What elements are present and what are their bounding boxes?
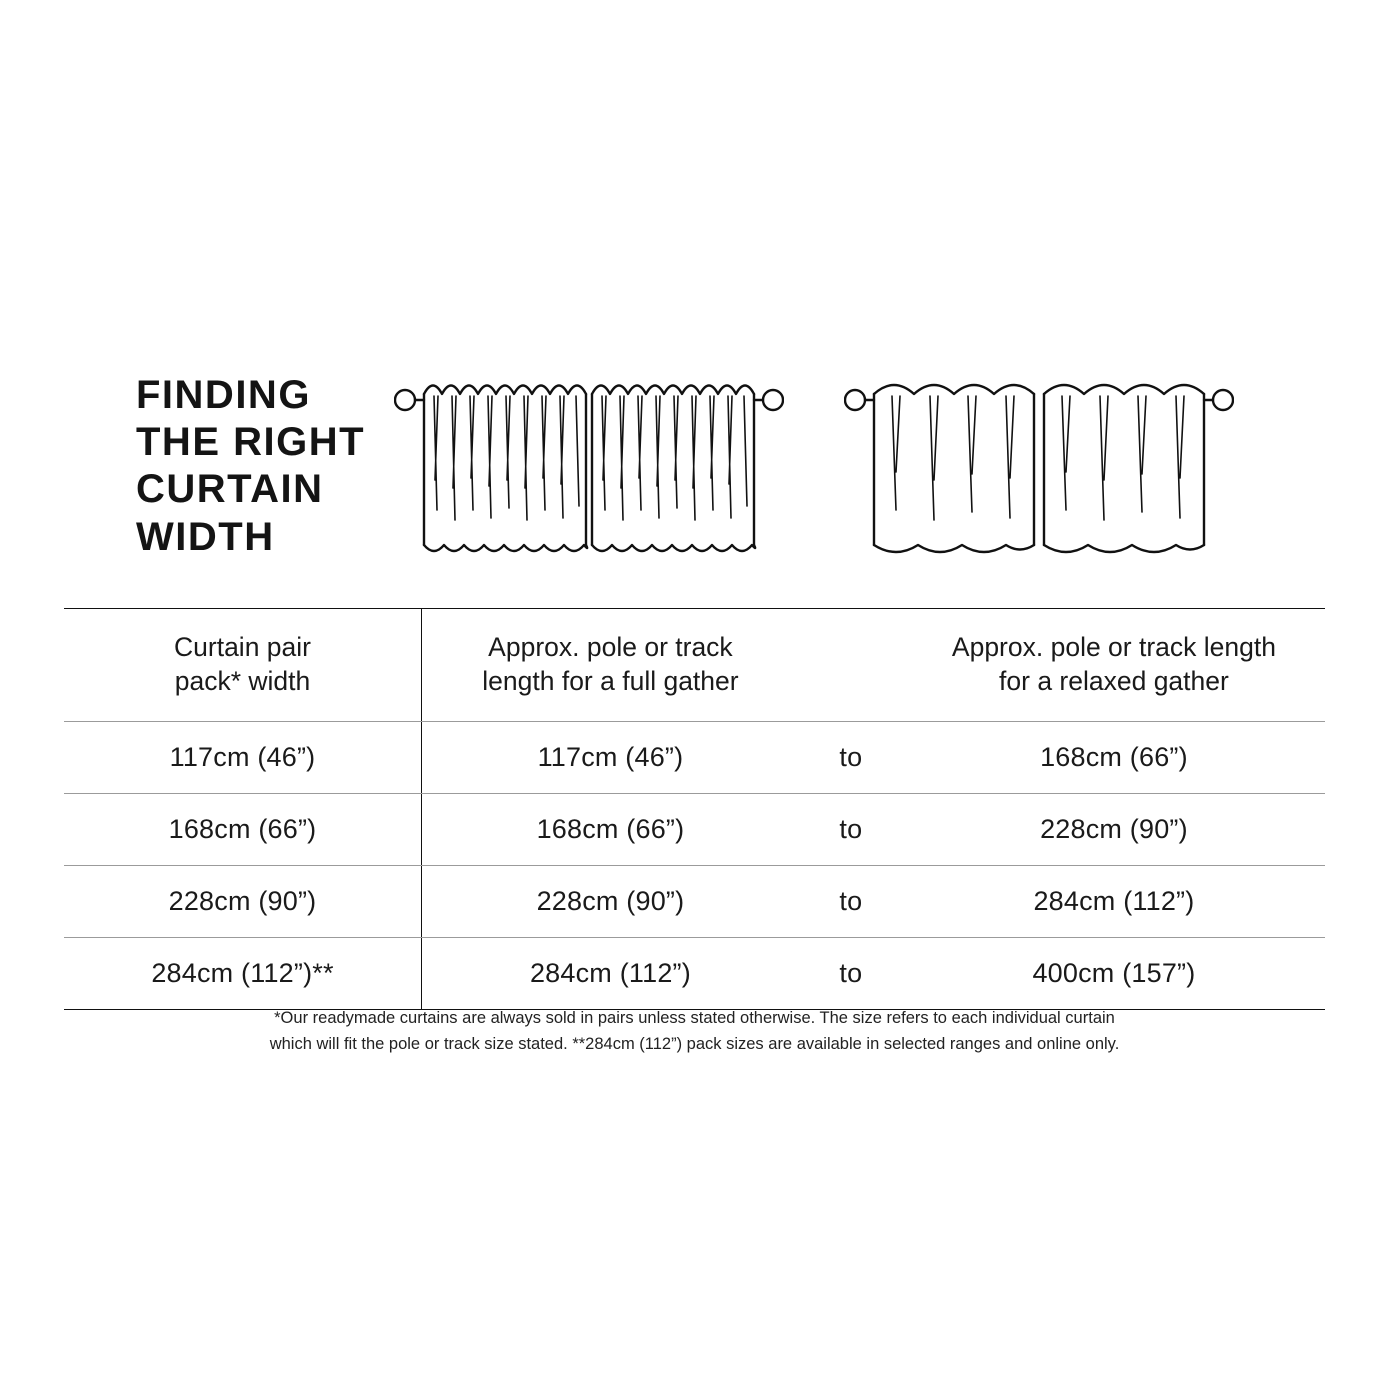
page-title-line-4: WIDTH (136, 514, 275, 559)
cell-connector: to (839, 958, 863, 988)
relaxed-gather-curtain-illustration (844, 360, 1234, 575)
header-cell-full-gather (422, 609, 799, 721)
cell-relaxed-gather: 228cm (90”) (1040, 814, 1188, 844)
page-title-line-1: FINDING (136, 373, 311, 417)
curtain-width-table (64, 608, 1325, 1010)
footnote-line-2: which will fit the pole or track size stated. **284cm (112”) pack sizes are available in selected ranges and online only. (269, 1034, 1120, 1053)
cell-full-gather: 117cm (46”) (537, 742, 684, 772)
cell-connector: to (839, 814, 863, 844)
cell-pack-width: 168cm (66”) (64, 794, 422, 865)
table-row (64, 938, 1325, 1010)
cell-relaxed-gather: 168cm (66”) (1040, 742, 1188, 772)
table-row (64, 794, 1325, 866)
cell-full-gather: 284cm (112”) (529, 958, 691, 988)
table-row (64, 722, 1325, 794)
header-pack-width-line-1: Curtain pair (174, 632, 311, 663)
cell-connector: to (839, 886, 863, 916)
pole-finial-right-icon (763, 390, 783, 410)
header-full-gather-line-2: length for a full gather (482, 666, 739, 696)
cell-pack-width: 117cm (46”) (64, 722, 422, 793)
header-area (64, 350, 1325, 605)
pole-finial-left-icon (395, 390, 415, 410)
page-title (64, 350, 364, 561)
full-gather-curtain-illustration (394, 360, 784, 575)
table-header-row (64, 609, 1325, 722)
header-relaxed-gather-line-2: for a relaxed gather (999, 666, 1229, 696)
header-cell-relaxed-gather (903, 609, 1325, 721)
pole-finial-right-icon (1213, 390, 1233, 410)
pole-finial-left-icon (845, 390, 865, 410)
header-cell-spacer (799, 609, 903, 721)
page-title-line-2: THE RIGHT (136, 420, 366, 465)
cell-relaxed-gather: 284cm (112”) (1033, 886, 1195, 916)
cell-full-gather: 168cm (66”) (536, 814, 685, 844)
cell-full-gather: 228cm (90”) (536, 886, 685, 916)
cell-relaxed-gather: 400cm (157”) (1032, 958, 1196, 988)
header-relaxed-gather-line-1: Approx. pole or track length (951, 632, 1276, 663)
page-title-line-3: CURTAIN (136, 467, 324, 512)
illustration-group (364, 350, 1325, 575)
footnote (64, 1006, 1325, 1057)
cell-pack-width: 228cm (90”) (64, 866, 422, 937)
cell-pack-width: 284cm (112”)** (64, 938, 422, 1009)
table-row (64, 866, 1325, 938)
header-cell-pack-width (64, 609, 422, 721)
header-pack-width-line-2: pack* width (174, 666, 311, 696)
header-full-gather-line-1: Approx. pole or track (488, 632, 733, 663)
footnote-line-1: *Our readymade curtains are always sold in pairs unless stated otherwise. The size refers to each individual curtain (274, 1009, 1115, 1027)
cell-connector: to (839, 742, 863, 772)
